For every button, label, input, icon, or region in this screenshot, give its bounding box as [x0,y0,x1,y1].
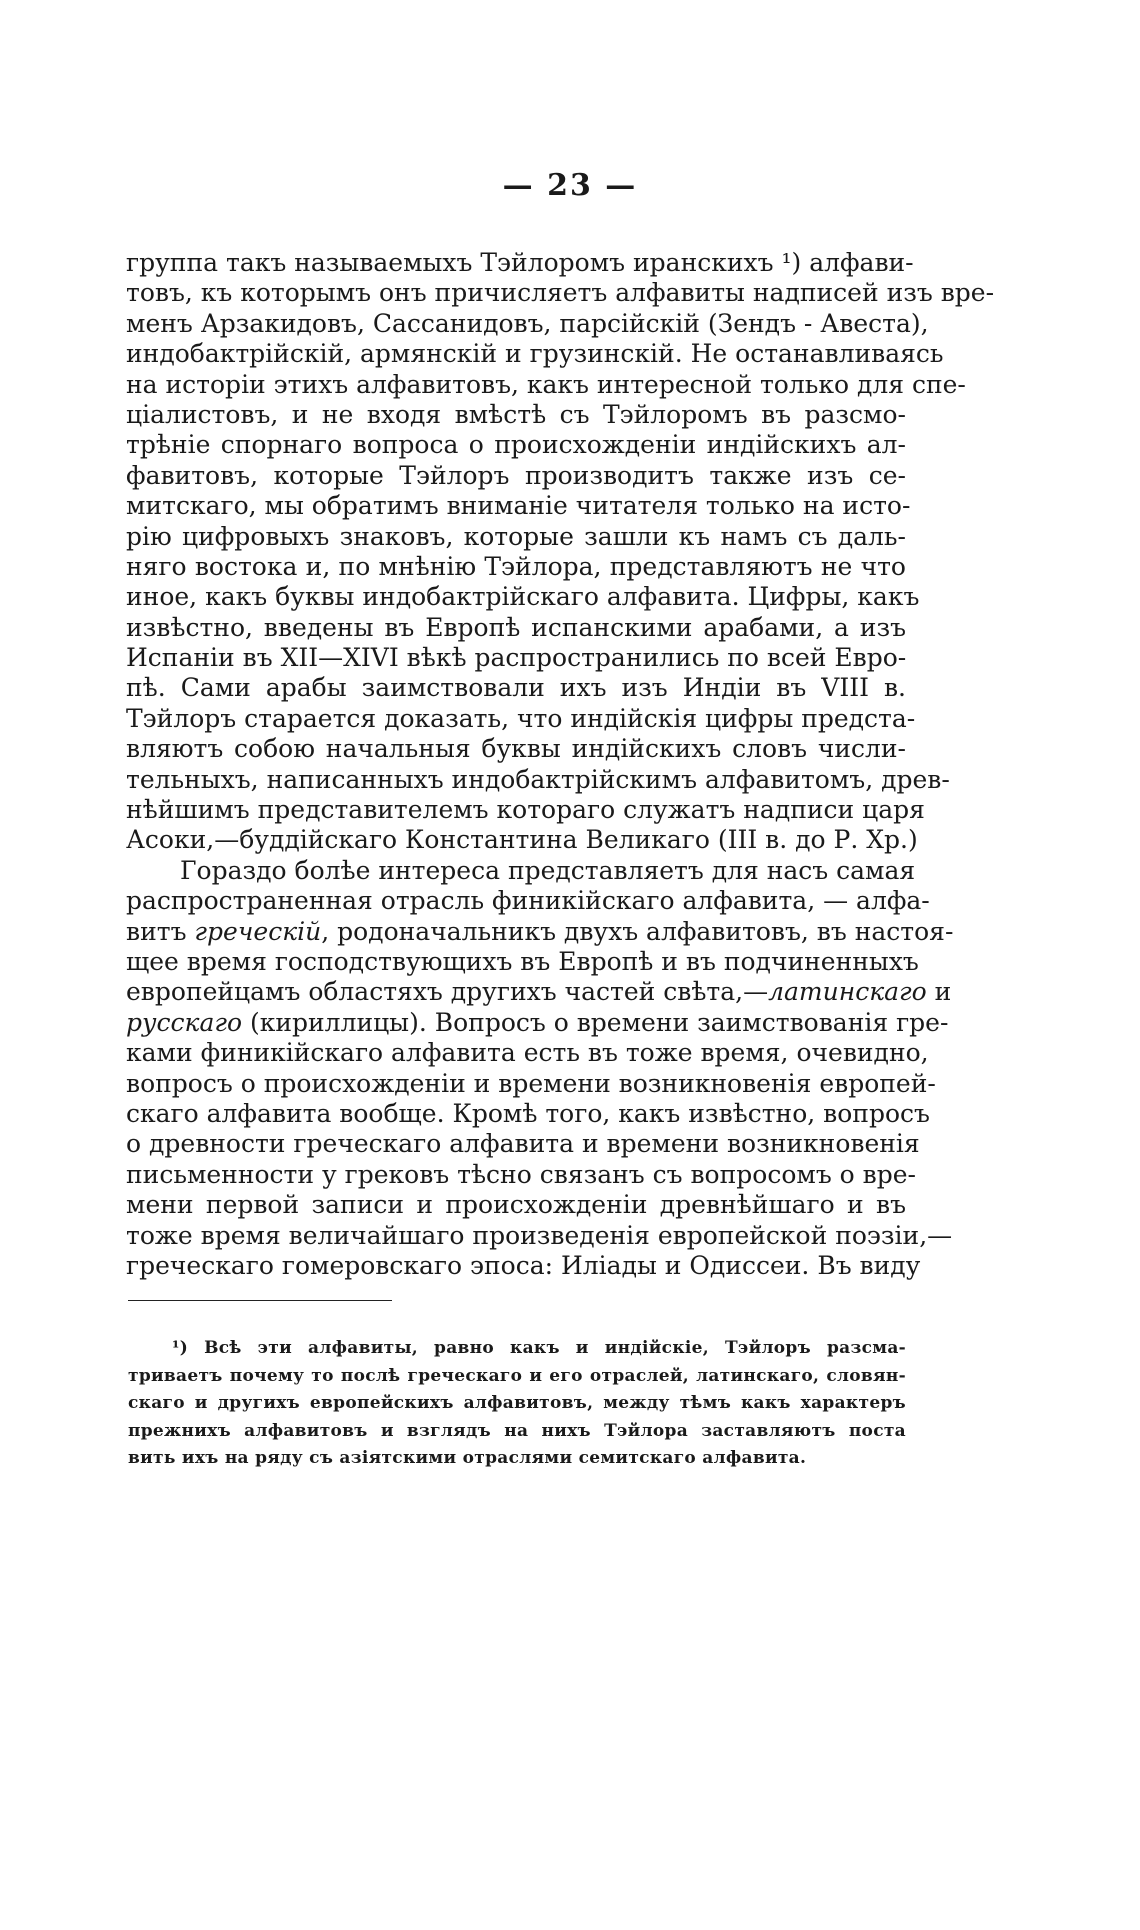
text-line: пѣ. Сами арабы заимствовали ихъ изъ Индiи въ VIII в. [126,673,906,703]
footnote-line: ¹) Всѣ эти алфавиты, равно какъ и индiйскiе, Тэйлоръ разсма- [172,1338,906,1358]
text-line: тельныхъ, написанныхъ индобактрiйскимъ алфавитомъ, древ- [126,764,950,794]
text-line: менъ Арзакидовъ, Сассанидовъ, парсiйскiй (Зендъ - Авеста), [126,308,929,338]
text-line: вопросъ о происхожденiи и времени возникновенiя европей- [126,1068,936,1098]
italic-term: русскаго [126,1007,243,1037]
text-line: няго востока и, по мнѣнiю Тэйлора, представляютъ не что [126,551,906,581]
text-line: Испанiи въ XII—XIVI вѣкѣ распространились по всей Евро- [126,643,907,673]
footnote-line: скаго и другихъ европейскихъ алфавитовъ, между тѣмъ какъ характеръ [128,1393,906,1413]
text-line: ками финикiйскаго алфавита есть въ тоже время, очевидно, [126,1038,929,1068]
text-line: извѣстно, введены въ Европѣ испанскими арабами, а изъ [126,612,906,642]
text-line: иное, какъ буквы индобактрiйскаго алфавита. Цифры, какъ [126,582,920,612]
text-line: щее время господствующихъ въ Европѣ и въ подчиненныхъ [126,946,919,976]
text-line: товъ, къ которымъ онъ причисляетъ алфавиты надписей изъ вре- [126,278,995,308]
text-line: русскаго (кириллицы). Вопросъ о времени заимствованiя гре- [126,1007,949,1037]
text-line: группа такъ называемыхъ Тэйлоромъ иранскихъ ¹) алфави- [126,248,914,277]
text-line: цiалистовъ, и не входя вмѣстѣ съ Тэйлоромъ въ разсмо- [126,399,906,429]
page-number: — 23 — [502,168,638,203]
text-line: на исторiи этихъ алфавитовъ, какъ интересной только для спе- [126,369,966,399]
text-line-paragraph-start: Гораздо болѣе интереса представляетъ для насъ самая [180,855,916,885]
text-line: тоже время величайшаго произведенiя европейской поэзiи,— [126,1220,953,1250]
text-line: письменности у грековъ тѣсно связанъ съ вопросомъ о вре- [126,1159,916,1189]
footnote-divider [128,1300,392,1301]
footnote [128,1335,906,1473]
text-line: мени первой записи и происхожденiи древнѣйшаго и въ [126,1190,906,1220]
text-line: европейцамъ областяхъ другихъ частей свѣта,—латинскаго и [126,977,952,1007]
text-line: Асоки,—буддiйскаго Константина Великаго (III в. до Р. Хр.) [126,825,918,855]
text-line: рiю цифровыхъ знаковъ, которые зашли къ намъ съ даль- [126,521,906,551]
footnote-line: вить ихъ на ряду съ азiятскими отраслями семитскаго алфавита. [128,1448,807,1468]
footnote-line: прежнихъ алфавитовъ и взглядъ на нихъ Тэйлора заставляютъ поста [128,1420,906,1441]
italic-term: латинскаго [768,977,927,1007]
text-line: митскаго, мы обратимъ вниманiе читателя только на исто- [126,491,911,521]
text-line: витъ греческiй, родоначальникъ двухъ алфавитовъ, въ настоя- [126,916,954,946]
main-text [126,248,995,1281]
text-line: распространенная отрасль финикiйскаго алфавита, — алфа- [126,886,930,916]
text-line: нѣйшимъ представителемъ котораго служатъ надписи царя [126,795,925,825]
text-line: Тэйлоръ старается доказать, что индiйскiя цифры предста- [126,703,916,733]
footnote-line: триваетъ почему то послѣ греческаго и его отраслей, латинскаго, словян- [128,1365,906,1386]
text-line: скаго алфавита вообще. Кромѣ того, какъ извѣстно, вопросъ [126,1098,930,1128]
text-line: вляютъ собою начальныя буквы индiйскихъ словъ числи- [126,734,906,764]
text-line: о древности греческаго алфавита и времени возникновенiя [126,1129,920,1159]
italic-term: греческiй [194,916,322,946]
text-line: индобактрiйскiй, армянскiй и грузинскiй. Не останавливаясь [126,339,944,369]
text-line: фавитовъ, которые Тэйлоръ производитъ также изъ се- [126,460,906,490]
text-line: греческаго гомеровскаго эпоса: Илiады и Одиссеи. Въ виду [126,1250,921,1280]
text-line: трѣнiе спорнаго вопроса о происхожденiи индiйскихъ ал- [126,430,906,460]
